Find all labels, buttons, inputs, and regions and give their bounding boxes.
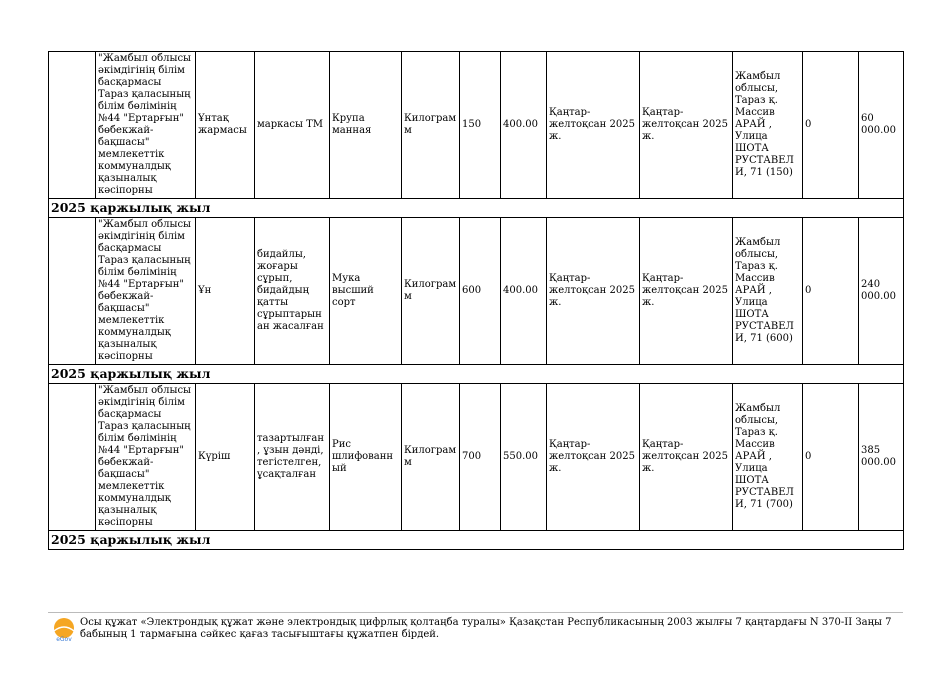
delivery-period-cell: Қаңтар-желтоқсан 2025 ж.: [640, 52, 733, 199]
period-cell: Қаңтар-желтоқсан 2025 ж.: [547, 384, 640, 531]
organizer-cell: "Жамбыл облысы әкімдігінің білім басқармасы Тараз қаласының білім бөлімінің №44 "Ертарғын" бөбекжай-бақшасы" мемлекеттік коммуналдық қазыналық кәсіпорны: [96, 218, 196, 365]
item-description-ru-cell: Рис шлифованный: [330, 384, 402, 531]
fiscal-year-label: 2025 қаржылық жыл: [49, 365, 904, 384]
price-cell: 400.00: [501, 218, 547, 365]
period-cell: Қаңтар-желтоқсан 2025 ж.: [547, 52, 640, 199]
item-description-ru-cell: Мука высший сорт: [330, 218, 402, 365]
price-cell: 400.00: [501, 52, 547, 199]
item-name-kz-cell: Ұн: [196, 218, 255, 365]
delivery-period-cell: Қаңтар-желтоқсан 2025 ж.: [640, 384, 733, 531]
delivery-period-cell: Қаңтар-желтоқсан 2025 ж.: [640, 218, 733, 365]
table-row: [49, 218, 904, 365]
total-cell: 240 000.00: [859, 218, 904, 365]
quantity-cell: 150: [460, 52, 501, 199]
procurement-table: [48, 51, 904, 550]
fiscal-year-label: 2025 қаржылық жыл: [49, 199, 904, 218]
year-row: [49, 365, 904, 384]
item-description-kz-cell: тазартылған, ұзын дәнді, тегістелген, ұсақталған: [255, 384, 330, 531]
period-cell: Қаңтар-желтоқсан 2025 ж.: [547, 218, 640, 365]
year-row: [49, 199, 904, 218]
advance-cell: 0: [803, 384, 859, 531]
item-description-kz-cell: бидайлы, жоғары сұрып, бидайдың қатты сұрыптарынан жасалған: [255, 218, 330, 365]
row-number-cell: [49, 218, 96, 365]
egov-logo-icon: [51, 617, 77, 643]
table-row: [49, 384, 904, 531]
legal-footnote: Осы құжат «Электрондық құжат және электрондық цифрлық қолтаңба туралы» Қазақстан Республикасының 2003 жылғы 7 қаңтардағы N 370-II Заңы 7 бабының 1 тармағына сәйкес қағаз тасығыштағы құжатпен бірдей.: [80, 617, 892, 640]
quantity-cell: 700: [460, 384, 501, 531]
fiscal-year-label: 2025 қаржылық жыл: [49, 531, 904, 550]
price-cell: 550.00: [501, 384, 547, 531]
advance-cell: 0: [803, 218, 859, 365]
table-row: [49, 52, 904, 199]
item-description-ru-cell: Крупа манная: [330, 52, 402, 199]
row-number-cell: [49, 52, 96, 199]
organizer-cell: "Жамбыл облысы әкімдігінің білім басқармасы Тараз қаласының білім бөлімінің №44 "Ертарғын" бөбекжай-бақшасы" мемлекеттік коммуналдық қазыналық кәсіпорны: [96, 52, 196, 199]
item-name-kz-cell: Ұнтақ жармасы: [196, 52, 255, 199]
total-cell: 385 000.00: [859, 384, 904, 531]
advance-cell: 0: [803, 52, 859, 199]
row-number-cell: [49, 384, 96, 531]
item-description-kz-cell: маркасы ТМ: [255, 52, 330, 199]
organizer-cell: "Жамбыл облысы әкімдігінің білім басқармасы Тараз қаласының білім бөлімінің №44 "Ертарғын" бөбекжай-бақшасы" мемлекеттік коммуналдық қазыналық кәсіпорны: [96, 384, 196, 531]
footer-divider: [48, 612, 903, 613]
egov-logo-text: eGov: [56, 636, 72, 643]
delivery-address-cell: Жамбыл облысы, Тараз қ. Массив АРАЙ , Улица ШОТА РУСТАВЕЛИ, 71 (150): [733, 52, 803, 199]
unit-cell: Килограмм: [402, 52, 460, 199]
unit-cell: Килограмм: [402, 218, 460, 365]
item-name-kz-cell: Күріш: [196, 384, 255, 531]
delivery-address-cell: Жамбыл облысы, Тараз қ. Массив АРАЙ , Улица ШОТА РУСТАВЕЛИ, 71 (700): [733, 384, 803, 531]
quantity-cell: 600: [460, 218, 501, 365]
total-cell: 60 000.00: [859, 52, 904, 199]
unit-cell: Килограмм: [402, 384, 460, 531]
delivery-address-cell: Жамбыл облысы, Тараз қ. Массив АРАЙ , Улица ШОТА РУСТАВЕЛИ, 71 (600): [733, 218, 803, 365]
year-row: [49, 531, 904, 550]
